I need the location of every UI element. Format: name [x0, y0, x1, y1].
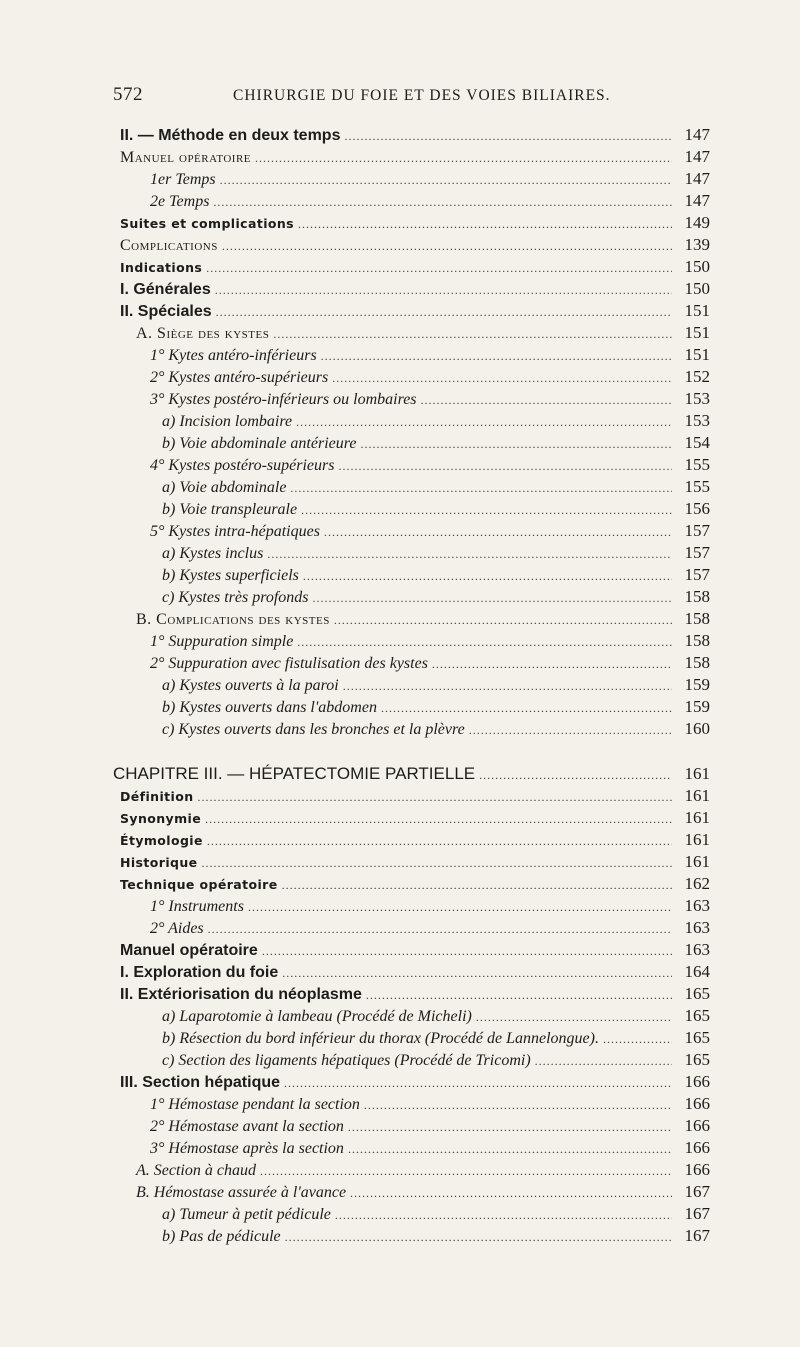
toc-entry: [150, 1093, 710, 1115]
toc-entry-page: 161: [684, 852, 710, 871]
toc-entry: [120, 278, 710, 300]
toc-entry: [162, 476, 710, 498]
toc-entry-page: 161: [684, 786, 710, 805]
dot-leader: [198, 786, 672, 808]
toc-entry-page: 151: [684, 345, 710, 364]
toc-entry: [150, 344, 710, 366]
toc-entry-label: Suites et complications: [120, 216, 295, 231]
toc-entry-page: 153: [684, 411, 710, 430]
toc-entry: [150, 1115, 710, 1137]
toc-entry-page: 139: [684, 235, 710, 254]
toc-entry-page: 154: [684, 433, 710, 452]
toc-entry-page: 157: [684, 521, 710, 540]
toc-entry: [120, 256, 710, 278]
toc-entry-page: 166: [684, 1116, 710, 1135]
running-title: CHIRURGIE DU FOIE ET DES VOIES BILIAIRES.: [233, 87, 611, 104]
toc-entry: [162, 696, 710, 718]
toc-entry-page: 160: [684, 719, 710, 738]
toc-entry-label: B. Complications des kystes: [136, 611, 330, 628]
toc-entry-page: 162: [684, 874, 710, 893]
toc-entry-label: 4° Kystes postéro-supérieurs: [150, 457, 335, 474]
toc-entry-label: B. Hémostase assurée à l'avance: [136, 1184, 347, 1201]
toc-entry-label: 2° Hémostase avant la section: [150, 1118, 344, 1135]
toc-entry: [162, 1049, 710, 1071]
toc-entry: [162, 1225, 710, 1247]
toc-entry-label: a) Kystes ouverts à la paroi: [162, 677, 339, 694]
toc-entry-label: c) Kystes ouverts dans les bronches et la plèvre: [162, 721, 465, 738]
dot-leader: [205, 808, 672, 830]
toc-entry-label: b) Voie abdominale antérieure: [162, 435, 357, 452]
toc-entry-label: 3° Kystes postéro-inférieurs ou lombaires: [150, 391, 417, 408]
toc-entry: [136, 322, 710, 344]
toc-entry-label: c) Kystes très profonds: [162, 589, 309, 606]
dot-leader: [285, 1226, 672, 1248]
toc-entry-label: 1° Suppuration simple: [150, 633, 294, 650]
toc-entry-page: 151: [684, 323, 710, 342]
toc-entry-page: 156: [684, 499, 710, 518]
toc-entry: [150, 520, 710, 542]
toc-entry-page: 153: [684, 389, 710, 408]
dot-leader: [207, 830, 672, 852]
dot-leader: [381, 697, 672, 719]
toc-entry-label: A. Section à chaud: [136, 1162, 256, 1179]
dot-leader: [216, 301, 672, 323]
dot-leader: [301, 499, 672, 521]
toc-entry-page: 165: [684, 1006, 710, 1025]
dot-leader: [255, 147, 672, 169]
toc-entry-label: b) Pas de pédicule: [162, 1228, 281, 1245]
dot-leader: [343, 675, 672, 697]
toc-entry-label: Technique opératoire: [120, 877, 278, 892]
toc-entry: [162, 432, 710, 454]
toc-entry-label: I. Générales: [120, 281, 211, 298]
toc-entry: [113, 763, 710, 785]
toc-entry-label: Étymologie: [120, 833, 203, 848]
dot-leader: [213, 191, 672, 213]
toc-entry: [162, 498, 710, 520]
toc-entry-page: 161: [684, 830, 710, 849]
toc-entry-page: 163: [684, 940, 710, 959]
toc-entry-page: 161: [684, 808, 710, 827]
dot-leader: [603, 1028, 672, 1050]
toc-entry-page: 158: [684, 631, 710, 650]
toc-entry-label: b) Résection du bord inférieur du thorax (Procédé de Lannelongue).: [162, 1030, 599, 1047]
toc-entry-label: 2° Aides: [150, 920, 204, 937]
dot-leader: [296, 411, 672, 433]
toc-entry-label: b) Kystes ouverts dans l'abdomen: [162, 699, 377, 716]
dot-leader: [208, 918, 672, 940]
toc-entry: [162, 1203, 710, 1225]
toc-entry-page: 159: [684, 697, 710, 716]
toc-entry-page: 166: [684, 1072, 710, 1091]
toc-entry-label: a) Voie abdominale: [162, 479, 287, 496]
toc-entry: [120, 851, 710, 873]
dot-leader: [344, 125, 672, 147]
dot-leader: [334, 609, 672, 631]
toc-entry-label: 2e Temps: [150, 193, 210, 210]
toc-entry: [120, 146, 710, 168]
toc-entry-page: 167: [684, 1204, 710, 1223]
dot-leader: [350, 1182, 672, 1204]
toc-entry-label: Définition: [120, 789, 194, 804]
toc-entry-page: 150: [684, 279, 710, 298]
toc-entry: [150, 630, 710, 652]
toc-entry-page: 167: [684, 1226, 710, 1245]
toc-entry: [120, 1071, 710, 1093]
dot-leader: [535, 1050, 672, 1072]
dot-leader: [313, 587, 672, 609]
toc-entry: [120, 234, 710, 256]
toc-entry-page: 166: [684, 1094, 710, 1113]
toc-entry-label: b) Kystes superficiels: [162, 567, 299, 584]
toc-entry-page: 147: [684, 125, 710, 144]
dot-leader: [348, 1138, 672, 1160]
toc-entry-label: a) Kystes inclus: [162, 545, 264, 562]
dot-leader: [284, 1072, 672, 1094]
dot-leader: [364, 1094, 672, 1116]
dot-leader: [282, 962, 672, 984]
toc-entry: [120, 829, 710, 851]
dot-leader: [290, 477, 672, 499]
toc-entry-page: 165: [684, 1050, 710, 1069]
dot-leader: [338, 455, 672, 477]
toc-entry: [162, 410, 710, 432]
toc-entry-page: 149: [684, 213, 710, 232]
toc-entry-label: 5° Kystes intra-hépatiques: [150, 523, 320, 540]
dot-leader: [469, 719, 672, 741]
dot-leader: [273, 323, 672, 345]
dot-leader: [220, 169, 672, 191]
toc-entry-label: I. Exploration du foie: [120, 964, 279, 981]
toc-entry-page: 164: [684, 962, 710, 981]
toc-entry: [150, 454, 710, 476]
dot-leader: [366, 984, 672, 1006]
toc-entry: [162, 1005, 710, 1027]
toc-entry: [150, 366, 710, 388]
toc-entry: [150, 168, 710, 190]
dot-leader: [335, 1204, 672, 1226]
toc-entry-page: 161: [684, 764, 710, 783]
toc-entry-page: 165: [684, 984, 710, 1003]
toc-entry: [162, 674, 710, 696]
dot-leader: [303, 565, 672, 587]
dot-leader: [297, 631, 672, 653]
toc-entry-page: 158: [684, 653, 710, 672]
toc-entry: [120, 212, 710, 234]
dot-leader: [348, 1116, 672, 1138]
dot-leader: [215, 279, 672, 301]
toc-entry-page: 159: [684, 675, 710, 694]
dot-leader: [324, 521, 672, 543]
toc-entry-page: 147: [684, 147, 710, 166]
toc-entry-label: III. Section hépatique: [120, 1074, 281, 1091]
toc-entry: [150, 1137, 710, 1159]
toc-entry: [136, 608, 710, 630]
toc-entry-label: A. Siège des kystes: [136, 325, 270, 342]
toc-entry: [136, 1181, 710, 1203]
toc-entry-label: 1er Temps: [150, 171, 216, 188]
toc-entry: [120, 873, 710, 895]
toc-entry: [162, 564, 710, 586]
toc-entry-label: Synonymie: [120, 811, 202, 826]
toc-entry-page: 158: [684, 587, 710, 606]
toc-entry-label: a) Incision lombaire: [162, 413, 293, 430]
toc-entry-label: II. Extériorisation du néoplasme: [120, 986, 362, 1003]
toc-entry: [150, 388, 710, 410]
toc-entry-page: 155: [684, 477, 710, 496]
dot-leader: [248, 896, 672, 918]
dot-leader: [360, 433, 672, 455]
dot-leader: [282, 874, 672, 896]
dot-leader: [206, 257, 672, 279]
page-header: [113, 84, 653, 114]
dot-leader: [202, 852, 672, 874]
dot-leader: [260, 1160, 672, 1182]
toc-entry: [150, 917, 710, 939]
toc-entry-label: Manuel opératoire: [120, 942, 258, 959]
toc-entry: [120, 124, 710, 146]
toc-entry-page: 147: [684, 169, 710, 188]
dot-leader: [432, 653, 672, 675]
toc-entry: [150, 190, 710, 212]
dot-leader: [332, 367, 672, 389]
toc-entry-label: Complications: [120, 237, 218, 254]
toc-entry-label: II. Spéciales: [120, 303, 212, 320]
toc-entry-label: a) Tumeur à petit pédicule: [162, 1206, 331, 1223]
dot-leader: [298, 213, 672, 235]
toc-entry-page: 163: [684, 918, 710, 937]
toc-entry-label: 2° Suppuration avec fistulisation des kystes: [150, 655, 428, 672]
toc-entry-label: a) Laparotomie à lambeau (Procédé de Micheli): [162, 1008, 472, 1025]
toc-entry-page: 157: [684, 543, 710, 562]
dot-leader: [476, 1006, 672, 1028]
toc-entry: [120, 961, 710, 983]
toc-entry-page: 157: [684, 565, 710, 584]
toc-entry-label: 1° Instruments: [150, 898, 244, 915]
dot-leader: [262, 940, 672, 962]
toc-entry-page: 166: [684, 1160, 710, 1179]
dot-leader: [479, 764, 672, 786]
toc-entry: [162, 542, 710, 564]
toc-entry: [162, 586, 710, 608]
toc-entry: [120, 939, 710, 961]
toc-entry-label: Manuel opératoire: [120, 149, 252, 166]
toc-entry: [136, 1159, 710, 1181]
toc-entry: [150, 652, 710, 674]
toc-entry: [120, 807, 710, 829]
dot-leader: [267, 543, 672, 565]
toc-entry-label: 2° Kystes antéro-supérieurs: [150, 369, 329, 386]
toc-entry-page: 163: [684, 896, 710, 915]
toc-entry-page: 151: [684, 301, 710, 320]
toc-entry: [162, 718, 710, 740]
toc-entry-label: c) Section des ligaments hépatiques (Procédé de Tricomi): [162, 1052, 531, 1069]
toc-entry: [120, 300, 710, 322]
toc-entry-page: 158: [684, 609, 710, 628]
toc-entry-page: 166: [684, 1138, 710, 1157]
toc-entry-label: 1° Hémostase pendant la section: [150, 1096, 360, 1113]
toc-entry: [120, 785, 710, 807]
dot-leader: [222, 235, 672, 257]
toc-entry: [162, 1027, 710, 1049]
toc-entry-label: II. — Méthode en deux temps: [120, 127, 341, 144]
toc-entry-label: CHAPITRE III. — HÉPATECTOMIE PARTIELLE: [113, 764, 476, 783]
dot-leader: [421, 389, 672, 411]
toc-entry-label: 3° Hémostase après la section: [150, 1140, 344, 1157]
toc-entry-label: Historique: [120, 855, 198, 870]
toc-entry-page: 155: [684, 455, 710, 474]
toc-entry-page: 150: [684, 257, 710, 276]
dot-leader: [321, 345, 672, 367]
toc-entry-label: 1° Kytes antéro-inférieurs: [150, 347, 317, 364]
toc-entry-page: 147: [684, 191, 710, 210]
toc-entry-page: 167: [684, 1182, 710, 1201]
toc-entry: [120, 983, 710, 1005]
toc-entry-page: 165: [684, 1028, 710, 1047]
toc-entry-label: Indications: [120, 260, 203, 275]
toc-entry: [150, 895, 710, 917]
page-number: 572: [113, 84, 143, 105]
toc-entry-label: b) Voie transpleurale: [162, 501, 298, 518]
toc-entry-page: 152: [684, 367, 710, 386]
